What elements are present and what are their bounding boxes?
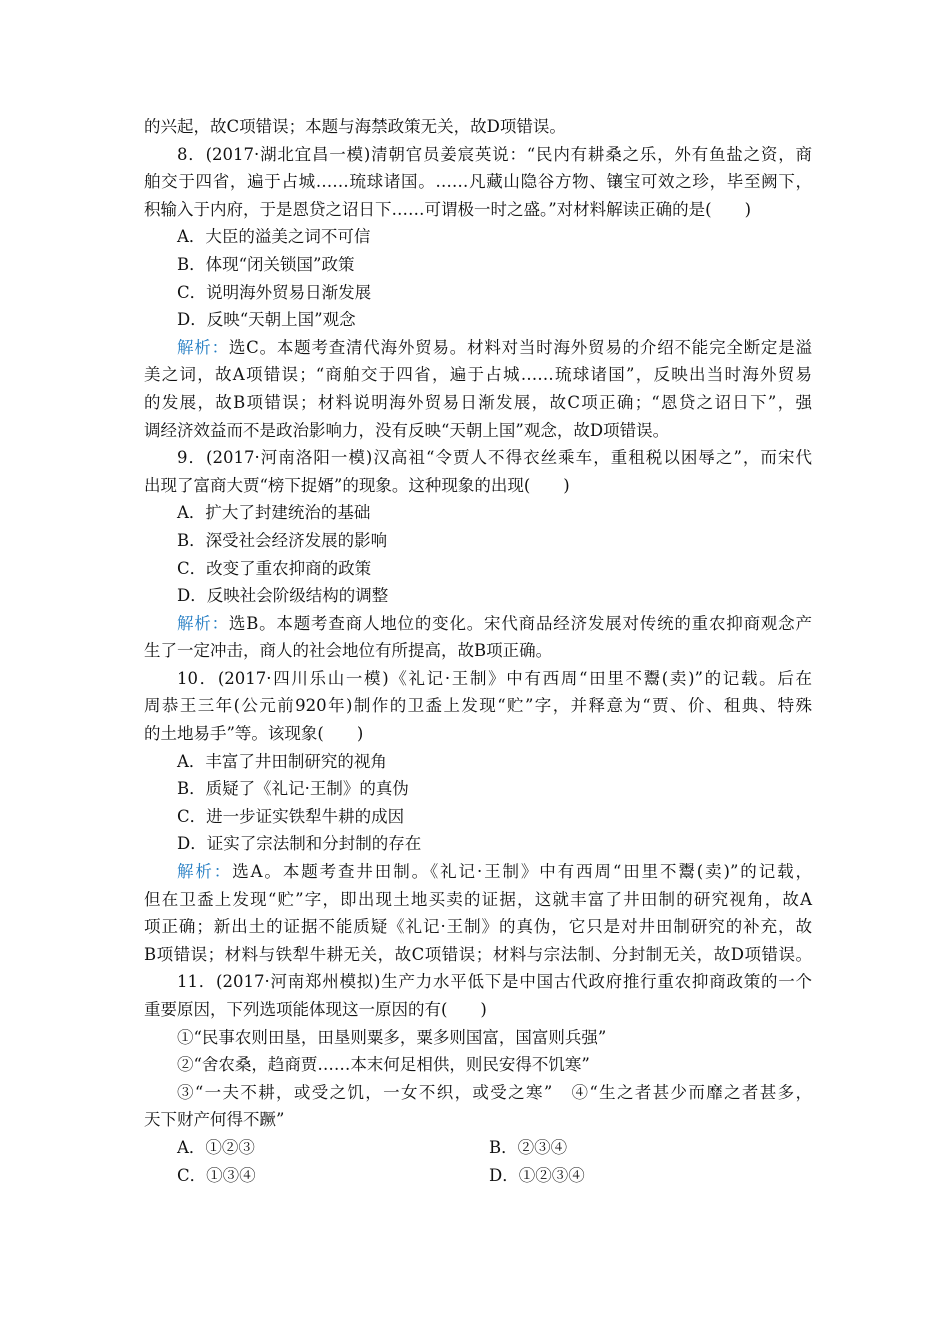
text-line xyxy=(144,1051,812,1079)
text-line xyxy=(144,141,812,169)
text-line xyxy=(144,417,812,445)
text-line xyxy=(144,251,812,279)
line-text: 选A。本题考查井田制。《礼记·王制》中有西周“田里不鬻(卖)”的记载， xyxy=(232,862,813,882)
answer-option: B．②③④ xyxy=(489,1137,568,1157)
answer-option: A．①②③ xyxy=(177,1137,255,1157)
text-line xyxy=(144,361,812,389)
text-line xyxy=(144,196,812,224)
line-text: 重要原因，下列选项能体现这一原因的有( ) xyxy=(144,1000,487,1019)
line-text: 10．(2017·四川乐山一模)《礼记·王制》中有西周“田里不鬻(卖)”的记载。后在 xyxy=(177,668,812,688)
text-line xyxy=(144,1024,812,1052)
line-text: 舶交于四省，遍于占城……琉球诸国。……凡藏山隐谷方物、镶宝可效之珍，毕至阙下， xyxy=(144,172,812,192)
line-text: 选C。本题考查清代海外贸易。材料对当时海外贸易的介绍不能完全断定是溢 xyxy=(228,337,813,357)
line-text: D．反映“天朝上国”观念 xyxy=(177,310,356,330)
line-text: B．质疑了《礼记·王制》的真伪 xyxy=(177,779,409,799)
line-text: ②“舍农桑，趋商贾……本末何足相供，则民安得不饥寒” xyxy=(177,1055,590,1075)
text-line xyxy=(144,996,812,1024)
line-text: D．证实了宗法制和分封制的存在 xyxy=(177,834,422,854)
text-line xyxy=(144,223,812,251)
text-line xyxy=(144,499,812,527)
line-text: 但在卫盉上发现“贮”字，即出现土地买卖的证据，这就丰富了井田制的研究视角，故A xyxy=(144,889,812,909)
text-line xyxy=(144,830,812,858)
analysis-label: 解析： xyxy=(177,862,233,882)
text-line xyxy=(144,389,812,417)
text-line xyxy=(144,1106,812,1134)
text-line xyxy=(144,941,812,969)
text-line xyxy=(144,527,812,555)
line-text: 出现了富商大贾“榜下捉婿”的现象。这种现象的出现( ) xyxy=(144,475,570,495)
line-text: 调经济效益而不是政治影响力，没有反映“天朝上国”观念，故D项错误。 xyxy=(144,420,670,440)
line-text: 积输入于内府，于是恩贷之诏日下……可谓极一时之盛。”对材料解读正确的是( ) xyxy=(144,199,752,219)
line-text: 9．(2017·河南洛阳一模)汉高祖“令贾人不得衣丝乘车，重租税以困辱之”，而宋代 xyxy=(177,448,812,468)
line-text: 的土地易手”等。该现象( ) xyxy=(144,724,364,744)
line-text: C．说明海外贸易日渐发展 xyxy=(177,282,372,302)
option-row xyxy=(144,1134,812,1162)
text-line xyxy=(144,334,812,362)
text-line xyxy=(144,803,812,831)
text-line xyxy=(144,637,812,665)
text-line xyxy=(144,555,812,583)
text-line xyxy=(144,444,812,472)
text-line xyxy=(144,1079,812,1107)
line-text: 天下财产何得不蹶” xyxy=(144,1110,285,1130)
line-text: 11．(2017·河南郑州模拟)生产力水平低下是中国古代政府推行重农抑商政策的一个 xyxy=(177,972,812,992)
text-line xyxy=(144,913,812,941)
line-text: A．丰富了井田制研究的视角 xyxy=(177,751,387,771)
line-text: 选B。本题考查商人地位的变化。宋代商品经济发展对传统的重农抑商观念产 xyxy=(228,613,812,633)
text-line xyxy=(144,968,812,996)
line-text: C．改变了重农抑商的政策 xyxy=(177,558,372,578)
text-line xyxy=(144,692,812,720)
text-line xyxy=(144,306,812,334)
line-text: ①“民事农则田垦，田垦则粟多，粟多则国富，国富则兵强” xyxy=(177,1027,607,1047)
line-text: B．体现“闭关锁国”政策 xyxy=(177,254,355,274)
line-text: D．反映社会阶级结构的调整 xyxy=(177,586,389,606)
text-line xyxy=(144,720,812,748)
option-row xyxy=(144,1162,812,1190)
line-text: 项正确；新出土的证据不能质疑《礼记·王制》的真伪，它只是对井田制研究的补充，故 xyxy=(144,917,812,937)
text-line xyxy=(144,858,812,886)
q11-options xyxy=(144,1134,812,1189)
analysis-label: 解析： xyxy=(177,613,229,633)
text-line xyxy=(144,582,812,610)
text-line xyxy=(144,113,812,141)
line-text: ③“一夫不耕，或受之饥，一女不织，或受之寒” ④“生之者甚少而靡之者甚多， xyxy=(177,1082,812,1102)
line-text: 周恭王三年(公元前920年)制作的卫盉上发现“贮”字，并释意为“贾、价、租典、特殊 xyxy=(144,696,812,716)
text-line xyxy=(144,610,812,638)
text-body xyxy=(144,113,812,1134)
answer-option: C．①③④ xyxy=(177,1165,256,1185)
document-page xyxy=(144,113,812,1189)
line-text: C．进一步证实铁犁牛耕的成因 xyxy=(177,806,405,826)
text-line xyxy=(144,748,812,776)
answer-option: D．①②③④ xyxy=(489,1165,585,1185)
line-text: 的兴起，故C项错误；本题与海禁政策无关，故D项错误。 xyxy=(144,117,566,136)
line-text: A．扩大了封建统治的基础 xyxy=(177,503,371,523)
line-text: 美之词，故A项错误；“商舶交于四省，遍于占城……琉球诸国”，反映出当时海外贸易 xyxy=(144,365,812,385)
line-text: 的发展，故B项错误；材料说明海外贸易日渐发展，故C项正确；“恩贷之诏日下”，强 xyxy=(144,392,812,412)
line-text: 生了一定冲击，商人的社会地位有所提高，故B项正确。 xyxy=(144,641,553,661)
text-line xyxy=(144,279,812,307)
line-text: A．大臣的溢美之词不可信 xyxy=(177,227,371,247)
text-line xyxy=(144,886,812,914)
text-line xyxy=(144,472,812,500)
line-text: 8．(2017·湖北宜昌一模)清朝官员姜宸英说：“民内有耕桑之乐，外有鱼盐之资，商 xyxy=(177,144,812,164)
text-line xyxy=(144,775,812,803)
analysis-label: 解析： xyxy=(177,337,229,357)
line-text: B项错误；材料与铁犁牛耕无关，故C项错误；材料与宗法制、分封制无关，故D项错误。 xyxy=(144,944,812,964)
text-line xyxy=(144,665,812,693)
line-text: B．深受社会经济发展的影响 xyxy=(177,530,388,550)
text-line xyxy=(144,168,812,196)
